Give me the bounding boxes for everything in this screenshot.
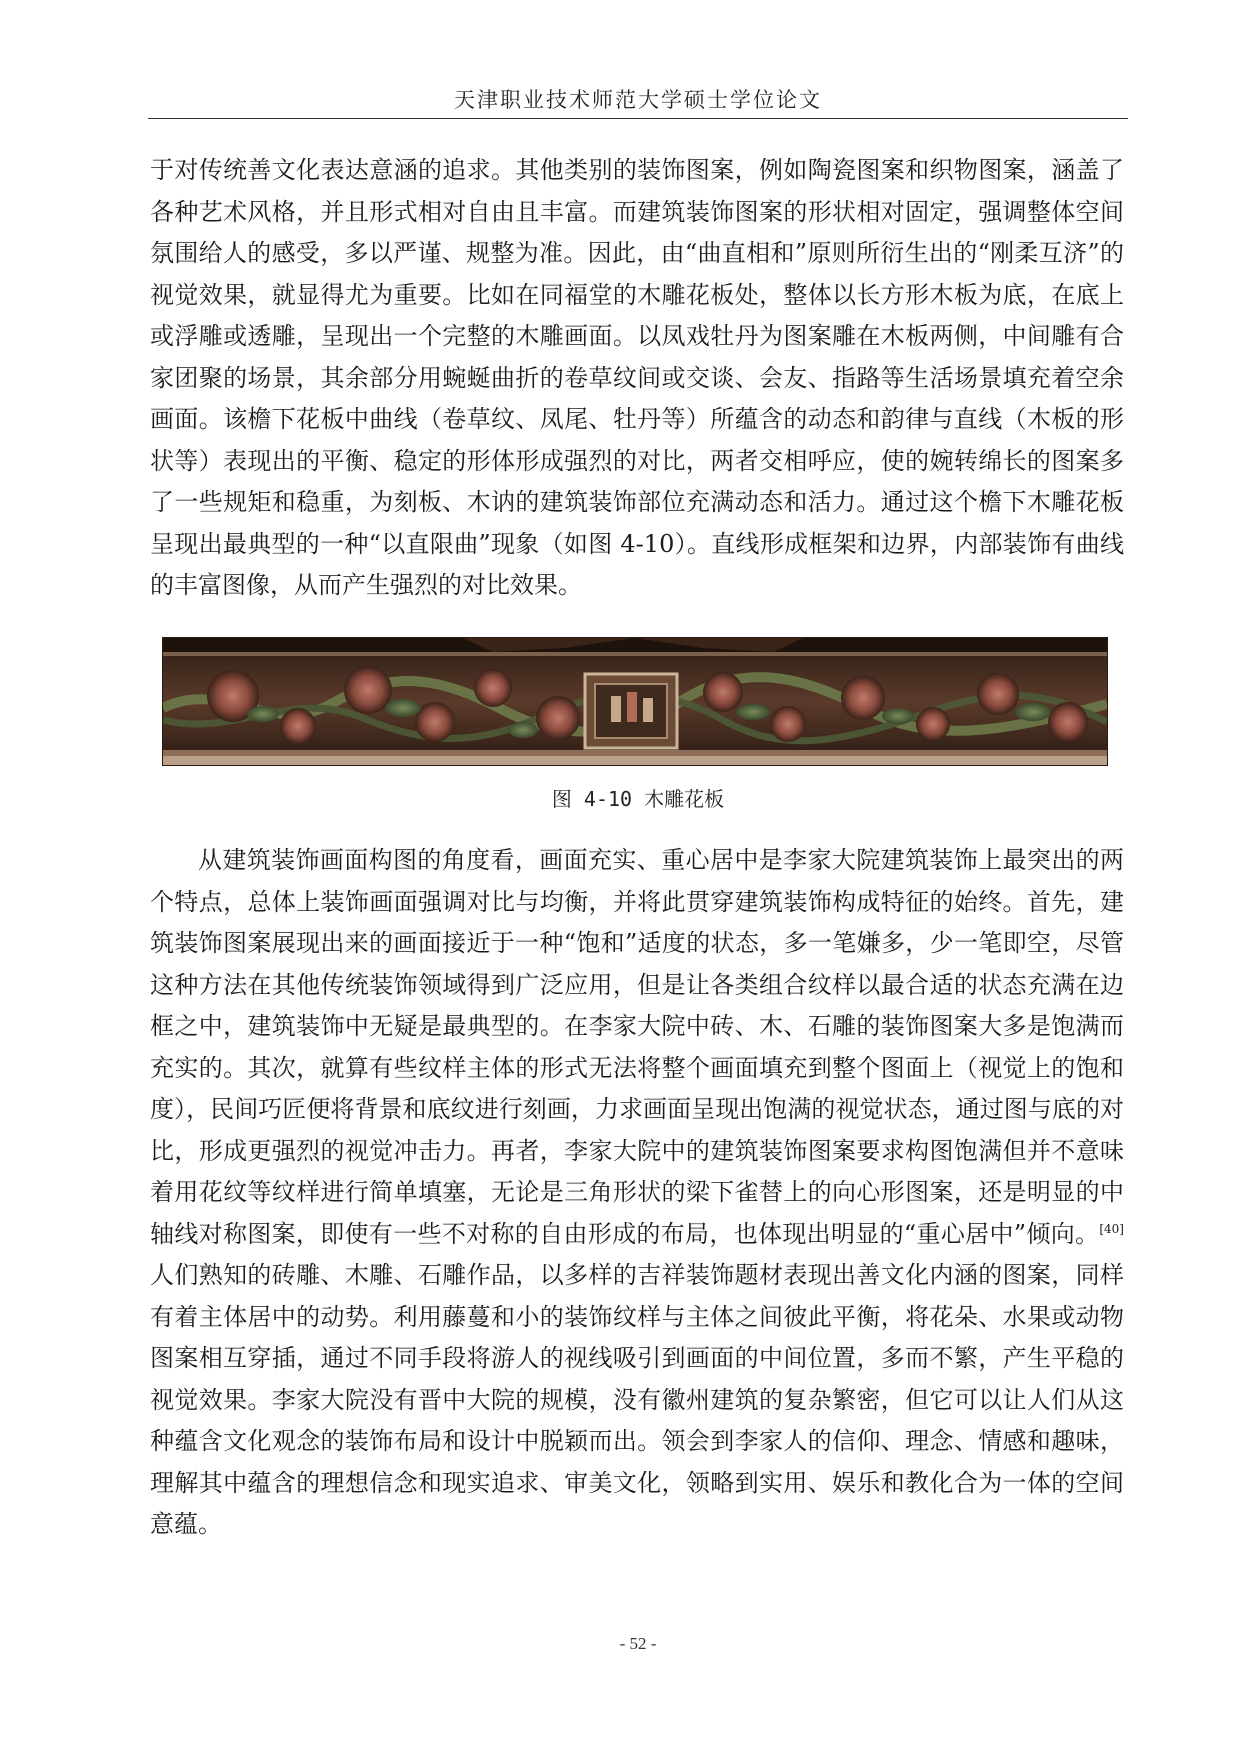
wood-carving-photo [162,637,1108,766]
header-rule [148,118,1128,119]
paragraph-2 [150,840,1124,1546]
paragraph-2-text-b: 人们熟知的砖雕、木雕、石雕作品，以多样的吉祥装饰题材表现出善文化内涵的图案，同样有着主体居中的动势。利用藤蔓和小的装饰纹样与主体之间彼此平衡，将花朵、水果或动物图案相互穿插，通过不同手段将游人的视线吸引到画面的中间位置，多而不繁，产生平稳的视觉效果。李家大院没有晋中大院的规模，没有徽州建筑的复杂繁密，但它可以让人们从这种蕴含文化观念的装饰布局和设计中脱颖而出。领会到李家人的信仰、理念、情感和趣味，理解其中蕴含的理想信念和现实追求、审美文化，领略到实用、娱乐和教化合为一体的空间意蕴。 [150,1261,1124,1538]
citation-ref: [40] [1099,1221,1124,1236]
page-number: - 52 - [619,1634,657,1653]
wood-carving-image [163,638,1107,765]
running-header: 天津职业技术师范大学硕士学位论文 [454,88,822,112]
figure-caption: 图 4-10 木雕花板 [551,787,725,811]
paragraph-2-text-a: 从建筑装饰画面构图的角度看，画面充实、重心居中是李家大院建筑装饰上最突出的两个特点，总体上装饰画面强调对比与均衡，并将此贯穿建筑装饰构成特征的始终。首先，建筑装饰图案展现出来的画面接近于一种“饱和”适度的状态，多一笔嫌多，少一笔即空，尽管这种方法在其他传统装饰领域得到广泛应用，但是让各类组合纹样以最合适的状态充满在边框之中，建筑装饰中无疑是最典型的。在李家大院中砖、木、石雕的装饰图案大多是饱满而充实的。其次，就算有些纹样主体的形式无法将整个画面填充到整个图面上（视觉上的饱和度），民间巧匠便将背景和底纹进行刻画，力求画面呈现出饱满的视觉状态，通过图与底的对比，形成更强烈的视觉冲击力。再者，李家大院中的建筑装饰图案要求构图饱满但并不意味着用花纹等纹样进行简单填塞，无论是三角形状的梁下雀替上的向心形图案，还是明显的中轴线对称图案，即使有一些不对称的自由形成的布局，也体现出明显的“重心居中”倾向。 [150,846,1124,1248]
paragraph-1: 于对传统善文化表达意涵的追求。其他类别的装饰图案，例如陶瓷图案和织物图案，涵盖了各种艺术风格，并且形式相对自由且丰富。而建筑装饰图案的形状相对固定，强调整体空间氛围给人的感受，多以严谨、规整为准。因此，由“曲直相和”原则所衍生出的“刚柔互济”的视觉效果，就显得尤为重要。比如在同福堂的木雕花板处，整体以长方形木板为底，在底上或浮雕或透雕，呈现出一个完整的木雕画面。以凤戏牡丹为图案雕在木板两侧，中间雕有合家团聚的场景，其余部分用蜿蜒曲折的卷草纹间或交谈、会友、指路等生活场景填充着空余画面。该檐下花板中曲线（卷草纹、凤尾、牡丹等）所蕴含的动态和韵律与直线（木板的形状等）表现出的平衡、稳定的形体形成强烈的对比，两者交相呼应，使的婉转绵长的图案多了一些规矩和稳重，为刻板、木讷的建筑装饰部位充满动态和活力。通过这个檐下木雕花板呈现出最典型的一种“以直限曲”现象（如图 4-10）。直线形成框架和边界，内部装饰有曲线的丰富图像，从而产生强烈的对比效果。 [150,156,1124,599]
